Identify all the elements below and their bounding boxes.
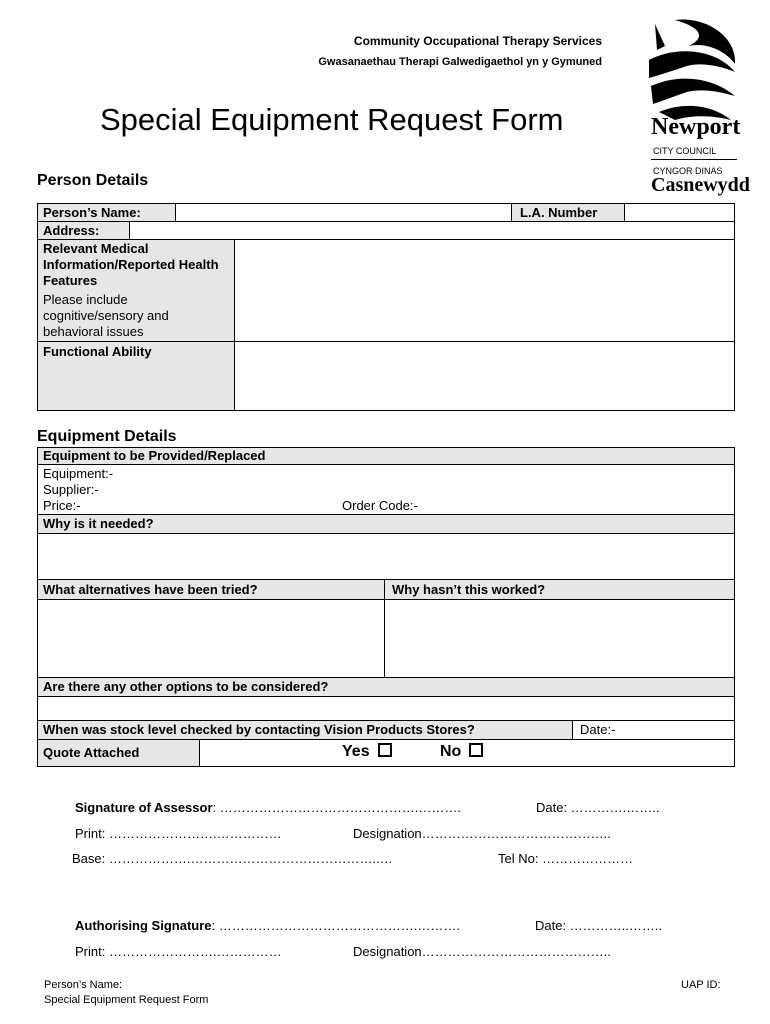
authorising-print-line[interactable]: Print: …………………….…………… — [75, 944, 282, 959]
no-checkbox[interactable] — [469, 743, 483, 757]
no-label: No — [440, 743, 462, 760]
alternatives-label: What alternatives have been tried? — [43, 582, 258, 597]
authorising-date-line[interactable]: Date: …………..…….. — [535, 918, 663, 933]
medical-info-field[interactable] — [234, 239, 735, 342]
order-code-label: Order Code:- — [342, 498, 418, 513]
stock-check-label: When was stock level checked by contacting Vision Products Stores? — [43, 722, 475, 737]
la-number-label: L.A. Number — [520, 205, 598, 220]
service-name-cy: Gwasanaethau Therapi Galwedigaethol yn y Gymuned — [318, 56, 602, 68]
equipment-details-heading: Equipment Details — [37, 428, 177, 445]
service-name-en: Community Occupational Therapy Services — [353, 34, 602, 48]
la-number-field[interactable] — [624, 203, 735, 222]
functional-ability-label: Functional Ability — [43, 344, 152, 359]
assessor-date-line[interactable]: Date: ………….…….. — [536, 800, 660, 815]
equipment-provided-label: Equipment to be Provided/Replaced — [43, 448, 266, 463]
person-details-heading: Person Details — [37, 172, 149, 189]
other-options-field[interactable] — [37, 696, 735, 721]
address-field[interactable] — [129, 221, 735, 240]
base-line[interactable]: Base: ……………….……………………………………..… — [72, 851, 393, 866]
assessor-signature-label: Signature of Assessor — [75, 800, 213, 815]
medical-info-label: Relevant Medical Information/Reported Health Features — [43, 241, 219, 288]
other-options-label: Are there any other options to be considered? — [43, 679, 329, 694]
assessor-print-line[interactable]: Print: …………………….…………… — [75, 826, 282, 841]
supplier-label: Supplier:- — [43, 482, 99, 497]
why-not-worked-field[interactable] — [384, 599, 735, 678]
logo-casnewydd: Casnewydd — [651, 174, 750, 196]
authorising-signature-line[interactable]: Authorising Signature: ……………………………………….………. — [75, 918, 460, 933]
equipment-label: Equipment:- — [43, 466, 114, 481]
assessor-signature-line[interactable]: Signature of Assessor: ……………………………………….………. — [75, 800, 461, 815]
newport-council-logo — [645, 16, 750, 201]
footer-uap-id: UAP ID: — [681, 979, 721, 991]
tel-no-line[interactable]: Tel No: ………………… — [498, 851, 634, 866]
quote-yes-option[interactable] — [342, 743, 392, 761]
form-title: Special Equipment Request Form — [100, 102, 564, 137]
persons-name-label: Person’s Name: — [43, 205, 141, 220]
assessor-designation-line[interactable]: Designation…………………………………….. — [353, 826, 611, 841]
medical-info-note: Please include cognitive/sensory and behavioral issues — [43, 292, 169, 339]
persons-name-field[interactable] — [175, 203, 512, 222]
yes-checkbox[interactable] — [378, 743, 392, 757]
logo-newport: Newport — [651, 114, 741, 140]
footer-form-name: Special Equipment Request Form — [44, 994, 209, 1006]
why-needed-field[interactable] — [37, 533, 735, 580]
price-label: Price:- — [43, 498, 81, 513]
why-not-worked-label: Why hasn’t this worked? — [392, 582, 546, 597]
yes-label: Yes — [342, 743, 370, 760]
authorising-signature-label: Authorising Signature — [75, 918, 212, 933]
alternatives-field[interactable] — [37, 599, 385, 678]
functional-ability-field[interactable] — [234, 341, 735, 411]
stock-date-label: Date:- — [580, 722, 616, 737]
why-needed-label: Why is it needed? — [43, 516, 154, 531]
footer-persons-name: Person’s Name: — [44, 979, 123, 991]
authorising-designation-line[interactable]: Designation…………………………………….. — [353, 944, 611, 959]
quote-attached-label: Quote Attached — [43, 745, 140, 760]
logo-city-council: CITY COUNCIL — [653, 146, 717, 156]
address-label: Address: — [43, 223, 100, 238]
dragon-emblem-icon — [645, 16, 740, 126]
quote-no-option[interactable] — [440, 743, 483, 761]
logo-cyngor-dinas: CYNGOR DINAS — [653, 166, 723, 176]
